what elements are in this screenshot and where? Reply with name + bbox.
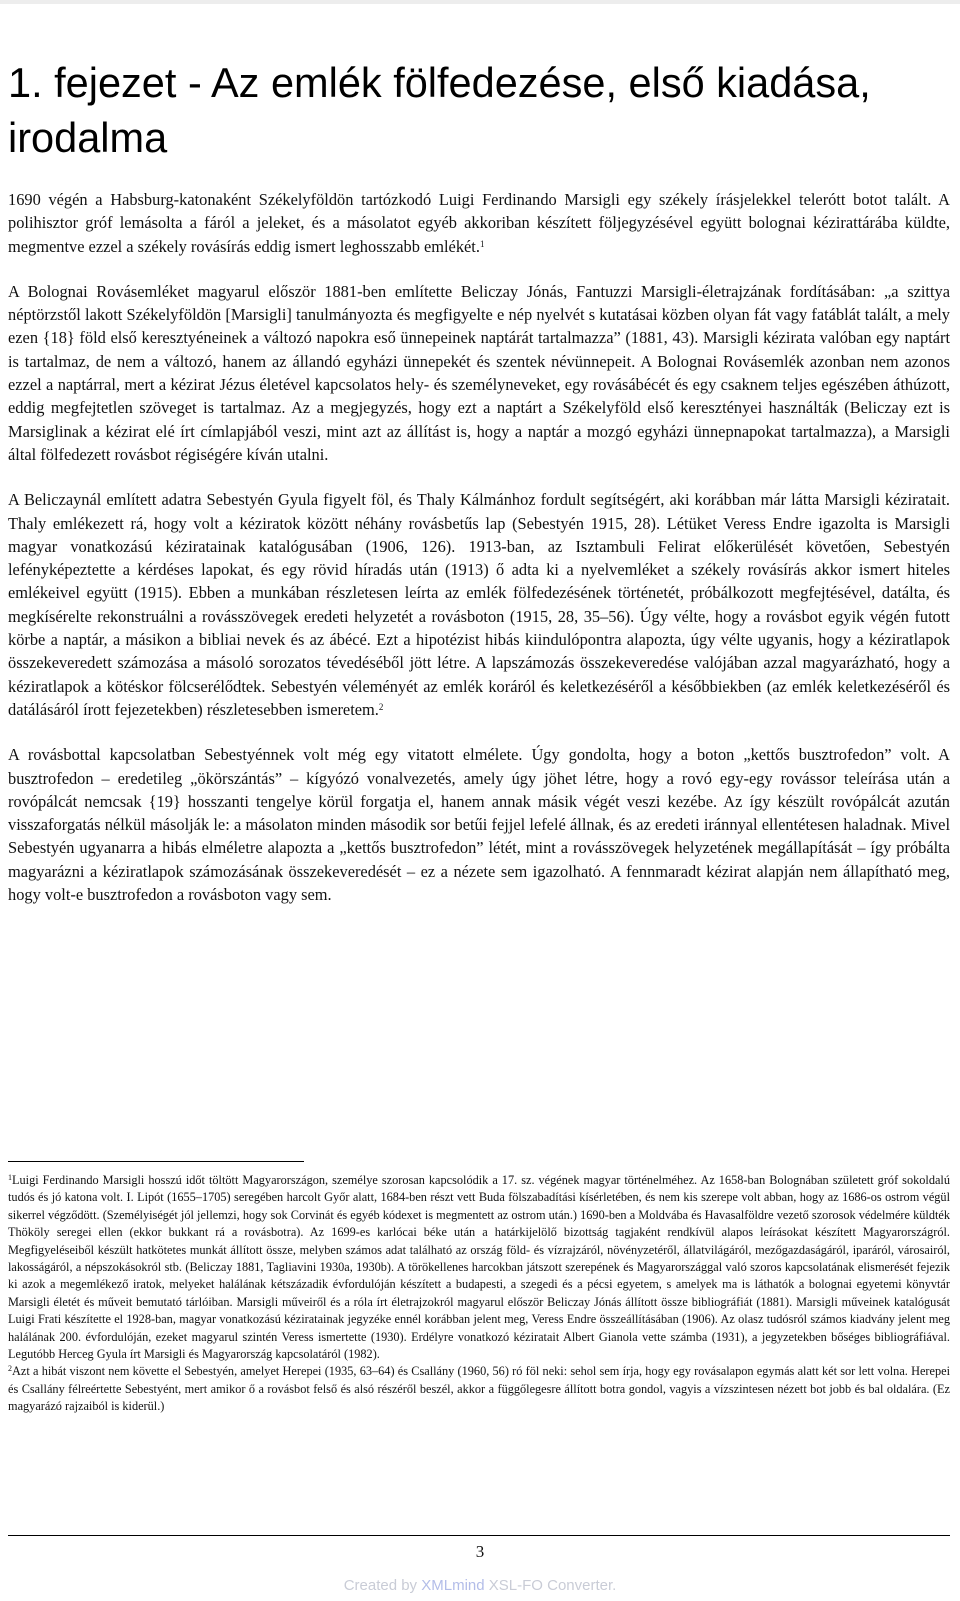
footnote-mark-1: 1 [8,1173,12,1182]
paragraph-1: 1690 végén a Habsburg-katonaként Székelyföldön tartózkodó Luigi Ferdinando Marsigli egy székely írásjelekkel telerótt botot talált. A polihisztor gróf lemásolta a fáról a jeleket, és a másolatot egyéb akkoriban készített följegyzésével együtt bolognai kézirattárába küldte, megmentve ezzel a székely rovásírás eddig ismert leghosszabb emlékét.$^1$ [8,190,950,256]
paragraph-2: A Bolognai Rovásemléket magyarul először 1881-ben említette Beliczay Jónás, Fantuzzi Marsigli-életrajzának fordításában: „a szittya néptörzstől lakott Székelyföldön [Marsigli] tanulmányozta és megfigyelte e nép nyelvét s kutatásai közben olyan fát vagy fatáblát talált, a mely ezen {18} föld első keresztyéneinek a változó napokra eső ünnepeinek naptárát tartalmazza” (1881, 43). Marsigli kézirata valóban egy naptárt is tartalmaz, de nem a változó, hanem az állandó egyházi ünnepekét és szentek névünnepeit. A Bolognai Rovásemlék azonban nem azonos ezzel a naptárral, mert a kézirat Jézus életével kapcsolatos hely- és személyneveket, egy rovásábécét és egy csaknem teljes egészében áthúzott, eddig megfejtetlen szöveget is tartalmaz. Az a megjegyzés, hogy ezt a naptárt a Székelyföld első keresztényei használták (Beliczay ezt is Marsiglinak a kézirat elé írt címlapjából veszi, mint azt az állítást is, hogy a naptár a mozgó egyházi ünnepnapokat tartalmazza), a Marsigli által fölfedezett rovásbot régiségére kíván utalni. [8,281,950,464]
footnote-ref-1[interactable]: 1 [479,238,485,249]
body-text [8,188,950,906]
footnote-ref-2[interactable]: 2 [378,701,384,712]
paragraph-4: A rovásbottal kapcsolatban Sebestyénnek volt még egy vitatott elmélete. Úgy gondolta, hogy a boton „kettős busztrofedon” volt. A busztrofedon – eredetileg „ökörszántás” – kígyózó vonalvezetés, amely úgy jöhet létre, hogy a rovó egy-egy rovássor teleírása után a rovópálcát nemcsak {19} hosszanti tengelye körül forgatja el, hanem annak másik végét veszi kezébe. Az így készült rovópálcát azután visszaforgatás nélkül másolják le: a másolaton minden második sor betűi fejjel lefelé állnak, és az eredeti iránnyal ellentétesen haladnak. Mivel Sebestyén ugyanarra a hibás elméletre alapozta a „kettős busztrofedon” létét, mint a rovásszövegek helyzetének megállapítását – így próbálta magyarázni a kéziratlapok számozásának összekeveredését – ez a nézete sem igazolható. A fennmaradt kézirat alapján nem állapítható meg, hogy volt-e busztrofedon a rovásboton vagy sem. [8,745,950,905]
generator-brand: XMLmind [421,1577,485,1594]
footnote-separator [8,1161,304,1162]
footnote-1: $^1$Luigi Ferdinando Marsigli hosszú időt töltött Magyarországon, személye szorosan kapcsolódik a 17. sz. végének magyar történelméhez. Az 1658-ban Bolognában született gróf sokoldalú tudós és jó katona volt. I. Lipót (1655–1705) seregében harcolt Győr alatt, 1684-ben részt vett Buda fölszabadítási kísérletében, és nem kis szerepe volt abban, hogy az 1686-os ostrom végül sikerrel végződött. (Személyiségét jól jellemzi, hogy sok Corvinát és egyéb kódexet is megmentett az ostrom után.) 1690-ben a Moldvába és Havasalföldre vezető szorosok védelmére küldték Thököly seregei ellen (ekkor bukkant rá a rovásbotra). Az 1699-es karlócai béke után a határkijelölő bizottság tagjaként rendkívül alapos leírásokat készített Magyarországról. Megfigyeléseiből készült hatkötetes munkát állított össze, melyben számos adat található az ország föld- és vízrajzáról, növényzetéről, állatvilágáról, mezőgazdaságáról, iparáról, városairól, lakosságáról, a népszokásokról stb. (Beliczay 1881, Tagliavini 1930a, 1930b). A törökellenes harcokban játszott szerepének és Magyarországgal való szoros kapcsolatának elismerését fejezik ki azok a megemlékező iratok, melyeket halálának kétszázadik évfordulóján készített a budapesti, a szegedi és a pécsi egyetem, s amelyek ma is láthatók a bolognai egyetemi könyvtár Marsigli életét és műveit bemutató tárlóiban. Marsigli műveiről és a róla írt életrajzokról magyarul először Beliczay Jónás állított össze bibliográfiát (1881). Marsigli műveinek katalógusát Luigi Frati készítette el 1928-ban, magyar vonatkozású kéziratainak jegyzéke ennél korábban jelent meg, Veress Endre összeállításában (1906). Az olasz tudósról számos kiadvány jelent meg halálának 200. évfordulóján, ezeket magyarul szintén Veress ismertette (1930). Erdélyre vonatkozó kéziratait Albert Gianola vette számba (1931), a jegyzetekben bőséges bibliográfiával. Legutóbb Herceg Gyula írt Marsigli és Magyarország kapcsolatáról (1982). [8,1173,950,1362]
chapter-title: 1. fejezet - Az emlék fölfedezése, első kiadása, irodalma [8,59,871,161]
page-number: 3 [475,1542,485,1561]
footnote-mark-2: 2 [8,1364,12,1374]
footnotes [8,1172,950,1416]
generator-credit: Created by XMLmind XSL-FO Converter. [343,1577,617,1594]
page-content [8,0,950,928]
paragraph-3: A Beliczaynál említett adatra Sebestyén Gyula figyelt föl, és Thaly Kálmánhoz fordult segítségért, aki korábban már látta Marsigli kéziratait. Thaly emlékezett rá, hogy volt a kéziratok között néhány rovásbetűs lap (Sebestyén 1915, 28). Létüket Veress Endre igazolta is Marsigli magyar vonatkozású kéziratainak katalógusában (1906, 126). 1913-ban, az Isztambuli Felirat előkerülését követően, Sebestyén lefényképeztette a kérdéses lapokat, és egy rövid híradás után (1913) ő adta ki a nyelvemléket a székely rovásírás akkor ismert hiteles emlékeivel együtt (1915). Ebben a munkában részletesen leírta az emlék fölfedezésének történetét, próbálkozott megfejtésével, datálta, és megkísérelte rekonstruálni a rovásszövegek eredeti helyzetét a rovásboton (1915, 28, 35–56). Úgy vélte, hogy a rovásbot egyik végén futott körbe a naptár, a másikon a bibliai nevek és az ábécé. Ezt a hipotézist hibás kiindulópontra alapozta, úgy vélte ugyanis, hogy a kéziratlapok összekeveredett számozása a másoló sorozatos tévedéséből jött létre. A lapszámozás összekeveredése valójában azzal magyarázható, hogy a kéziratlapok a kötéskor fölcserélődtek. Sebestyén véleményét az emlék koráról és keletkezéséről a későbbiekben (az emlék keletkezéséről és datálásáról írott fejezetekben) részletesebben ismeretem.$^2$ [8,490,950,719]
footer-separator [8,1535,950,1536]
footnote-2: $^2$Azt a hibát viszont nem követte el Sebestyén, amelyet Herepei (1935, 63–64) és Csallány (1960, 56) ró föl neki: sehol sem írja, hogy egy rovásalapon egymás alatt két sor lett volna. Herepei és Csallány félreértette Sebestyént, mert amikor ő a rovásbot felső és alsó részéről beszél, akkor a függőlegesre állított botra gondol, vagyis a vízszintesen nézett bot jobb és bal oldalára. (Ez magyarázó rajzaiból is kiderül.) [8,1364,950,1414]
